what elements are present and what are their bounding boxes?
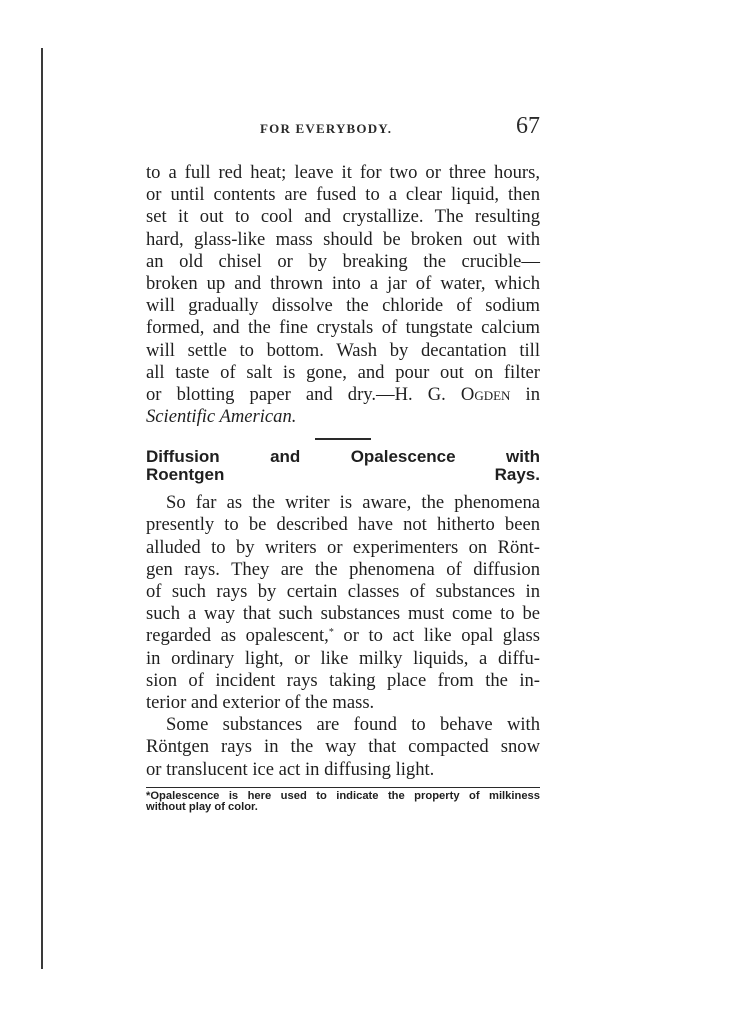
credit-line — [146, 384, 540, 406]
text-line: will settle to bottom. Wash by decantation till — [146, 339, 540, 361]
text-line: Röntgen rays in the way that compacted snow — [146, 736, 540, 758]
section-paragraph-1 — [146, 492, 540, 714]
text-line: sion of incident rays taking place from the in- — [146, 669, 540, 691]
text-line: Some substances are found to behave with — [166, 714, 540, 736]
source-citation: Scientific American. — [146, 406, 297, 428]
credit-author: Ogden — [460, 383, 511, 405]
running-head-title: FOR EVERYBODY. — [260, 121, 393, 136]
section-divider-rule — [315, 438, 371, 440]
page-number: 67 — [516, 113, 540, 139]
text-line: of such rays by certain classes of substances in — [146, 581, 540, 602]
text-line: all taste of salt is gone, and pour out on filter — [146, 361, 540, 383]
footnote — [146, 791, 540, 813]
text-line: hard, glass-like mass should be broken out with — [146, 228, 540, 250]
footnote-line-1: *Opalescence is here used to indicate the property of milkiness — [146, 790, 540, 803]
text-line: such a way that such substances must come to be — [146, 603, 540, 625]
credit-suffix: in — [510, 383, 540, 405]
text-line: broken up and thrown into a jar of water, which — [146, 272, 540, 294]
section-heading — [146, 448, 540, 484]
section-heading-line-2: Roentgen Rays. — [146, 465, 540, 485]
section-paragraph-2 — [146, 714, 540, 781]
credit-prefix: or blotting paper and dry.—H. G. — [146, 383, 461, 405]
text-line: in ordinary light, or like milky liquids, a diffu- — [146, 647, 540, 669]
book-page — [146, 112, 540, 813]
text-line: or until contents are fused to a clear liquid, then — [146, 184, 540, 206]
footnote-line-2: without play of color. — [146, 801, 258, 814]
text-line-with-footnote — [146, 625, 540, 647]
text-line: So far as the writer is aware, the phenomena — [166, 492, 540, 514]
section-heading-line-1: Diffusion and Opalescence with — [146, 447, 540, 467]
footnote-rule — [146, 787, 540, 789]
page-binding-edge — [41, 48, 43, 969]
text-line: set it out to cool and crystallize. The resulting — [146, 206, 540, 228]
running-head — [146, 112, 540, 142]
footnote-marker: * — [328, 627, 334, 639]
text-line: an old chisel or by breaking the crucible— — [146, 250, 540, 272]
continued-paragraph — [146, 162, 540, 781]
text-line: terior and exterior of the mass. — [146, 691, 375, 713]
text-line: or translucent ice act in diffusing light. — [146, 758, 435, 780]
text-line: presently to be described have not hitherto been — [146, 514, 540, 536]
text-line: gen rays. They are the phenomena of diffusion — [146, 558, 540, 580]
text-line: alluded to by writers or experimenters on Rönt- — [146, 536, 540, 558]
text-line: will gradually dissolve the chloride of sodium — [146, 295, 540, 317]
text-line: formed, and the fine crystals of tungstate calcium — [146, 317, 540, 339]
footnote-line-prefix: regarded as opalescent, — [146, 625, 329, 647]
footnote-line-suffix: or to act like opal glass — [333, 625, 540, 647]
text-line: to a full red heat; leave it for two or three hours, — [146, 162, 540, 183]
